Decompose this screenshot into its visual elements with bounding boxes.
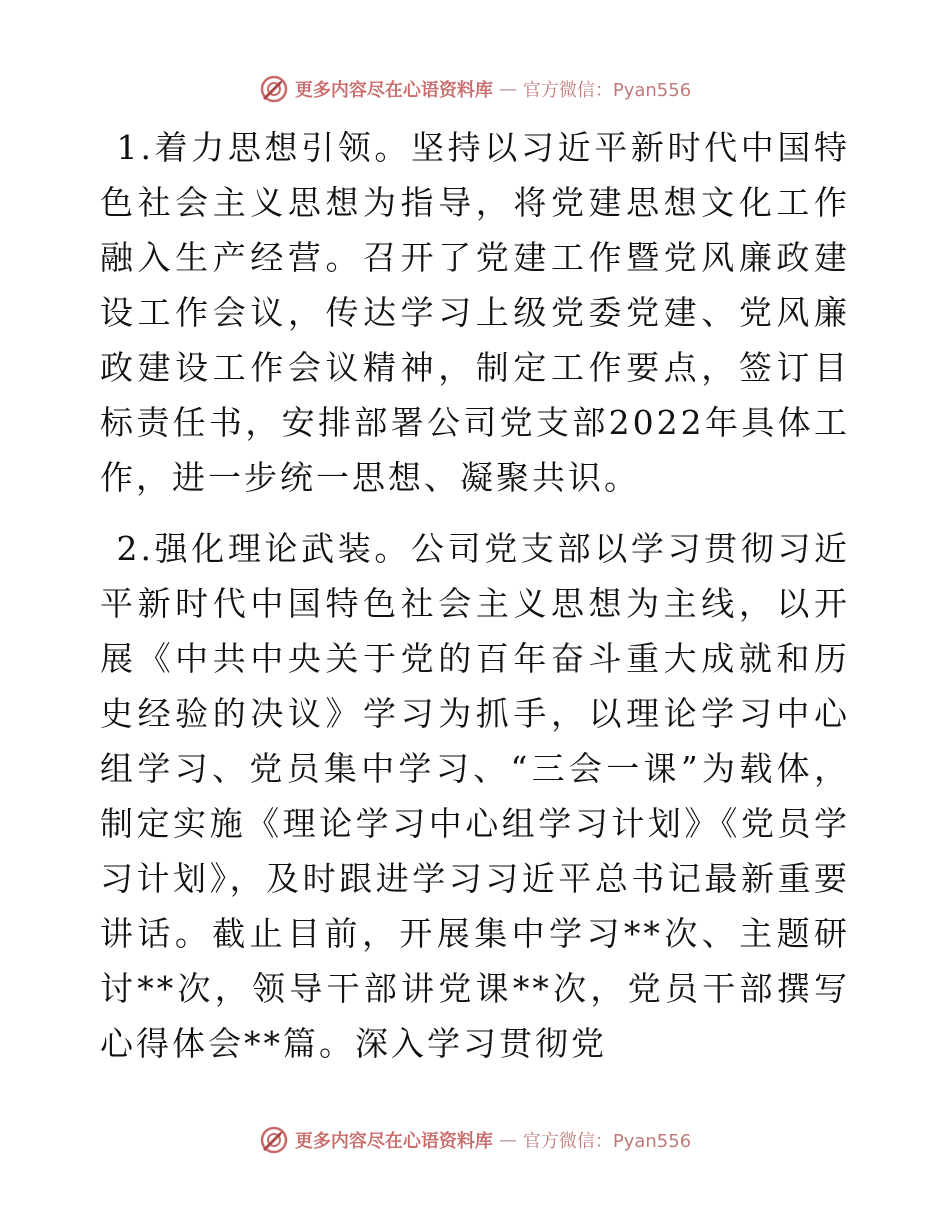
watermark-separator: — xyxy=(498,1129,517,1151)
header-watermark xyxy=(0,74,950,104)
paragraph-2: 2.强化理论武装。公司党支部以学习贯彻习近平新时代中国特色社会主义思想为主线，以开展《中共中央关于党的百年奋斗重大成就和历史经验的决议》学习为抓手，以理论学习中心组学习、党员集中学习、“三会一课”为载体，制定实施《理论学习中心组学习计划》《党员学习计划》，及时跟进学习习近平总书记最新重要讲话。截止目前，开展集中学习**次、主题研讨**次，领导干部讲党课**次，党员干部撰写心得体会**篇。深入学习贯彻党 xyxy=(100,529,850,1063)
logo-icon xyxy=(259,1125,289,1155)
watermark-separator: — xyxy=(498,78,517,100)
watermark-main-text: 更多内容尽在心语资料库 xyxy=(294,1131,493,1152)
watermark-main-text: 更多内容尽在心语资料库 xyxy=(294,80,493,101)
document-body xyxy=(100,120,850,1071)
paragraph-1: 1.着力思想引领。坚持以习近平新时代中国特色社会主义思想为指导，将党建思想文化工作融入生产经营。召开了党建工作暨党风廉政建设工作会议，传达学习上级党委党建、党风廉政建设工作会议精神，制定工作要点，签订目标责任书，安排部署公司党支部2022年具体工作，进一步统一思想、凝聚共识。 xyxy=(100,128,850,497)
watermark-wechat-text: 官方微信：Pyan556 xyxy=(522,1131,692,1152)
footer-watermark xyxy=(0,1125,950,1155)
logo-icon xyxy=(259,74,289,104)
watermark-wechat-text: 官方微信：Pyan556 xyxy=(522,80,692,101)
